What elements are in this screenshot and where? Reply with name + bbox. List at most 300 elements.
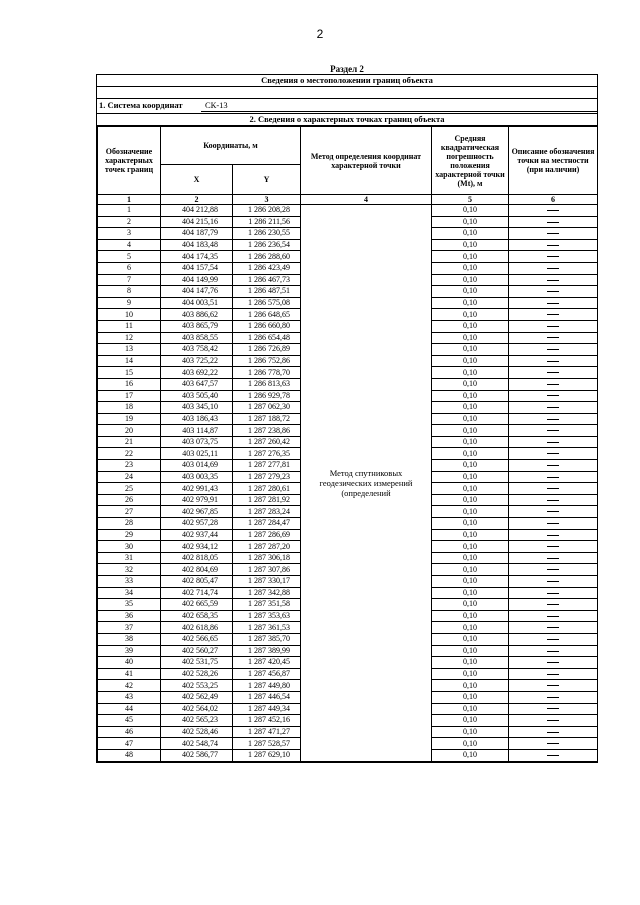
error-value: 0,10 — [432, 622, 509, 634]
point-number: 18 — [98, 402, 161, 414]
coord-y: 1 287 471,27 — [233, 726, 301, 738]
coord-y: 1 287 446,54 — [233, 691, 301, 703]
error-value: 0,10 — [432, 483, 509, 495]
dash-mark — [547, 361, 559, 362]
error-value: 0,10 — [432, 541, 509, 553]
point-number: 1 — [98, 205, 161, 217]
dash-mark — [547, 755, 559, 756]
point-number: 23 — [98, 460, 161, 472]
point-number: 16 — [98, 378, 161, 390]
error-value: 0,10 — [432, 738, 509, 750]
coord-x: 403 073,75 — [161, 436, 233, 448]
dash-mark — [547, 639, 559, 640]
point-number: 20 — [98, 425, 161, 437]
coordinate-system-block — [97, 87, 597, 114]
point-number: 44 — [98, 703, 161, 715]
coord-x: 402 528,46 — [161, 726, 233, 738]
dash-mark — [547, 477, 559, 478]
description-cell — [509, 738, 598, 750]
description-cell — [509, 205, 598, 217]
coord-y: 1 286 208,28 — [233, 205, 301, 217]
point-number: 28 — [98, 518, 161, 530]
coord-x: 402 562,49 — [161, 691, 233, 703]
error-value: 0,10 — [432, 344, 509, 356]
point-number: 43 — [98, 691, 161, 703]
coord-y: 1 286 752,86 — [233, 355, 301, 367]
error-value: 0,10 — [432, 599, 509, 611]
description-cell — [509, 506, 598, 518]
point-number: 10 — [98, 309, 161, 321]
dash-mark — [547, 222, 559, 223]
coord-x: 402 937,44 — [161, 529, 233, 541]
point-number: 26 — [98, 494, 161, 506]
description-cell — [509, 262, 598, 274]
point-number: 48 — [98, 749, 161, 761]
coord-y: 1 287 260,42 — [233, 436, 301, 448]
coord-y: 1 287 238,86 — [233, 425, 301, 437]
coord-x: 403 505,40 — [161, 390, 233, 402]
point-number: 34 — [98, 587, 161, 599]
col-error-header: Средняя квадратическая погрешность положения характерной точки (Mt), м — [432, 127, 509, 195]
coord-y: 1 286 648,65 — [233, 309, 301, 321]
coord-y: 1 287 281,92 — [233, 494, 301, 506]
error-value: 0,10 — [432, 576, 509, 588]
points-table — [97, 126, 598, 762]
point-number: 9 — [98, 297, 161, 309]
dash-mark — [547, 732, 559, 733]
dash-mark — [547, 303, 559, 304]
coord-y: 1 287 351,58 — [233, 599, 301, 611]
point-number: 32 — [98, 564, 161, 576]
coord-x: 404 212,88 — [161, 205, 233, 217]
coord-y: 1 287 062,30 — [233, 402, 301, 414]
col-x-header: X — [161, 165, 233, 195]
dash-mark — [547, 511, 559, 512]
error-value: 0,10 — [432, 332, 509, 344]
error-value: 0,10 — [432, 703, 509, 715]
coord-x: 404 174,35 — [161, 251, 233, 263]
coord-y: 1 286 778,70 — [233, 367, 301, 379]
col-number: 5 — [432, 195, 509, 205]
error-value: 0,10 — [432, 262, 509, 274]
coord-x: 404 003,51 — [161, 297, 233, 309]
point-number: 4 — [98, 239, 161, 251]
coord-y: 1 287 361,53 — [233, 622, 301, 634]
point-number: 31 — [98, 552, 161, 564]
point-number: 22 — [98, 448, 161, 460]
dash-mark — [547, 395, 559, 396]
coord-x: 402 805,47 — [161, 576, 233, 588]
dash-mark — [547, 442, 559, 443]
coord-y: 1 287 629,10 — [233, 749, 301, 761]
dash-mark — [547, 535, 559, 536]
dash-mark — [547, 604, 559, 605]
coord-y: 1 287 420,45 — [233, 657, 301, 669]
error-value: 0,10 — [432, 494, 509, 506]
point-number: 41 — [98, 668, 161, 680]
coord-x: 402 528,26 — [161, 668, 233, 680]
header-title: Сведения о местоположении границ объекта — [97, 75, 597, 87]
coord-y: 1 287 279,23 — [233, 471, 301, 483]
dash-mark — [547, 674, 559, 675]
coord-x: 402 618,86 — [161, 622, 233, 634]
coord-x: 403 003,35 — [161, 471, 233, 483]
description-cell — [509, 251, 598, 263]
coord-y: 1 286 660,80 — [233, 320, 301, 332]
description-cell — [509, 622, 598, 634]
coord-y: 1 287 449,34 — [233, 703, 301, 715]
dash-mark — [547, 708, 559, 709]
error-value: 0,10 — [432, 390, 509, 402]
error-value: 0,10 — [432, 529, 509, 541]
dash-mark — [547, 280, 559, 281]
dash-mark — [547, 256, 559, 257]
point-number: 5 — [98, 251, 161, 263]
coord-y: 1 286 929,78 — [233, 390, 301, 402]
description-cell — [509, 610, 598, 622]
coord-y: 1 287 528,57 — [233, 738, 301, 750]
coord-x: 402 979,91 — [161, 494, 233, 506]
col-number: 2 — [161, 195, 233, 205]
point-number: 15 — [98, 367, 161, 379]
point-number: 36 — [98, 610, 161, 622]
error-value: 0,10 — [432, 355, 509, 367]
coord-y: 1 286 288,60 — [233, 251, 301, 263]
error-value: 0,10 — [432, 564, 509, 576]
point-number: 40 — [98, 657, 161, 669]
description-cell — [509, 448, 598, 460]
col-coords-header: Координаты, м — [161, 127, 301, 165]
coord-x: 402 564,02 — [161, 703, 233, 715]
section-title: Раздел 2 — [330, 64, 364, 74]
coord-x: 404 157,54 — [161, 262, 233, 274]
point-number: 42 — [98, 680, 161, 692]
description-cell — [509, 587, 598, 599]
coord-y: 1 287 306,18 — [233, 552, 301, 564]
error-value: 0,10 — [432, 518, 509, 530]
coord-y: 1 286 813,63 — [233, 378, 301, 390]
error-value: 0,10 — [432, 297, 509, 309]
description-cell — [509, 390, 598, 402]
error-value: 0,10 — [432, 448, 509, 460]
dash-mark — [547, 453, 559, 454]
description-cell — [509, 599, 598, 611]
point-number: 7 — [98, 274, 161, 286]
error-value: 0,10 — [432, 251, 509, 263]
error-value: 0,10 — [432, 460, 509, 472]
error-value: 0,10 — [432, 552, 509, 564]
error-value: 0,10 — [432, 309, 509, 321]
coord-y: 1 287 449,80 — [233, 680, 301, 692]
dash-mark — [547, 314, 559, 315]
coord-x: 403 647,57 — [161, 378, 233, 390]
description-cell — [509, 239, 598, 251]
point-number: 35 — [98, 599, 161, 611]
error-value: 0,10 — [432, 471, 509, 483]
coord-x: 403 114,87 — [161, 425, 233, 437]
point-number: 12 — [98, 332, 161, 344]
dash-mark — [547, 326, 559, 327]
coord-y: 1 287 284,47 — [233, 518, 301, 530]
coordinate-system-label: 1. Система координат — [99, 100, 183, 110]
coord-x: 402 818,05 — [161, 552, 233, 564]
description-cell — [509, 494, 598, 506]
dash-mark — [547, 569, 559, 570]
coord-x: 402 565,23 — [161, 715, 233, 727]
dash-mark — [547, 430, 559, 431]
coord-x: 402 566,65 — [161, 633, 233, 645]
dash-mark — [547, 500, 559, 501]
coord-x: 404 183,48 — [161, 239, 233, 251]
error-value: 0,10 — [432, 587, 509, 599]
error-value: 0,10 — [432, 320, 509, 332]
col-method-header: Метод определения координат характерной точки — [301, 127, 432, 195]
description-cell — [509, 320, 598, 332]
point-number: 11 — [98, 320, 161, 332]
coord-y: 1 287 280,61 — [233, 483, 301, 495]
point-number: 25 — [98, 483, 161, 495]
coord-x: 404 147,76 — [161, 286, 233, 298]
description-cell — [509, 425, 598, 437]
point-number: 38 — [98, 633, 161, 645]
coord-x: 402 548,74 — [161, 738, 233, 750]
dash-mark — [547, 372, 559, 373]
coord-x: 402 560,27 — [161, 645, 233, 657]
point-number: 39 — [98, 645, 161, 657]
coord-y: 1 287 307,86 — [233, 564, 301, 576]
error-value: 0,10 — [432, 680, 509, 692]
coord-x: 403 014,69 — [161, 460, 233, 472]
dash-mark — [547, 685, 559, 686]
dash-mark — [547, 697, 559, 698]
description-cell — [509, 680, 598, 692]
coord-x: 403 865,79 — [161, 320, 233, 332]
dash-mark — [547, 268, 559, 269]
description-cell — [509, 691, 598, 703]
coord-x: 402 553,25 — [161, 680, 233, 692]
document-frame — [96, 74, 598, 763]
dash-mark — [547, 581, 559, 582]
point-number: 24 — [98, 471, 161, 483]
description-cell — [509, 332, 598, 344]
dash-mark — [547, 384, 559, 385]
divider — [201, 111, 597, 112]
error-value: 0,10 — [432, 715, 509, 727]
description-cell — [509, 274, 598, 286]
point-number: 14 — [98, 355, 161, 367]
coord-y: 1 287 276,35 — [233, 448, 301, 460]
description-cell — [509, 715, 598, 727]
coord-y: 1 286 487,51 — [233, 286, 301, 298]
error-value: 0,10 — [432, 378, 509, 390]
dash-mark — [547, 337, 559, 338]
description-cell — [509, 402, 598, 414]
error-value: 0,10 — [432, 506, 509, 518]
point-number: 27 — [98, 506, 161, 518]
coord-y: 1 287 342,88 — [233, 587, 301, 599]
description-cell — [509, 483, 598, 495]
error-value: 0,10 — [432, 239, 509, 251]
point-number: 46 — [98, 726, 161, 738]
coord-x: 403 886,62 — [161, 309, 233, 321]
coord-x: 402 957,28 — [161, 518, 233, 530]
description-cell — [509, 378, 598, 390]
description-cell — [509, 726, 598, 738]
error-value: 0,10 — [432, 657, 509, 669]
coord-x: 402 658,35 — [161, 610, 233, 622]
point-number: 47 — [98, 738, 161, 750]
coord-y: 1 287 286,69 — [233, 529, 301, 541]
description-cell — [509, 286, 598, 298]
col-number: 4 — [301, 195, 432, 205]
error-value: 0,10 — [432, 645, 509, 657]
description-cell — [509, 529, 598, 541]
point-number: 33 — [98, 576, 161, 588]
description-cell — [509, 297, 598, 309]
point-number: 8 — [98, 286, 161, 298]
dash-mark — [547, 291, 559, 292]
coord-x: 403 345,10 — [161, 402, 233, 414]
coord-x: 403 725,22 — [161, 355, 233, 367]
dash-mark — [547, 245, 559, 246]
description-cell — [509, 633, 598, 645]
coord-x: 403 692,22 — [161, 367, 233, 379]
col-number: 3 — [233, 195, 301, 205]
method-cell: Метод спутниковых геодезических измерений (определений — [301, 205, 432, 762]
coord-y: 1 287 283,24 — [233, 506, 301, 518]
coord-x: 402 714,74 — [161, 587, 233, 599]
dash-mark — [547, 651, 559, 652]
coord-x: 403 758,42 — [161, 344, 233, 356]
coord-x: 404 149,99 — [161, 274, 233, 286]
coord-x: 404 215,16 — [161, 216, 233, 228]
error-value: 0,10 — [432, 402, 509, 414]
col-y-header: Y — [233, 165, 301, 195]
col-number: 1 — [98, 195, 161, 205]
dash-mark — [547, 593, 559, 594]
coord-x: 402 967,85 — [161, 506, 233, 518]
description-cell — [509, 309, 598, 321]
dash-mark — [547, 523, 559, 524]
dash-mark — [547, 616, 559, 617]
coord-x: 403 186,43 — [161, 413, 233, 425]
description-cell — [509, 749, 598, 761]
coord-x: 403 025,11 — [161, 448, 233, 460]
coord-y: 1 287 389,99 — [233, 645, 301, 657]
point-number: 19 — [98, 413, 161, 425]
error-value: 0,10 — [432, 228, 509, 240]
coord-y: 1 286 726,89 — [233, 344, 301, 356]
error-value: 0,10 — [432, 749, 509, 761]
description-cell — [509, 576, 598, 588]
error-value: 0,10 — [432, 425, 509, 437]
coord-x: 402 531,75 — [161, 657, 233, 669]
dash-mark — [547, 720, 559, 721]
coord-x: 404 187,79 — [161, 228, 233, 240]
description-cell — [509, 367, 598, 379]
error-value: 0,10 — [432, 274, 509, 286]
coord-y: 1 287 277,81 — [233, 460, 301, 472]
description-cell — [509, 657, 598, 669]
error-value: 0,10 — [432, 286, 509, 298]
dash-mark — [547, 349, 559, 350]
coord-x: 402 934,12 — [161, 541, 233, 553]
coord-y: 1 286 654,48 — [233, 332, 301, 344]
points-title: 2. Сведения о характерных точках границ объекта — [97, 114, 597, 126]
divider — [97, 98, 597, 99]
error-value: 0,10 — [432, 205, 509, 217]
coord-y: 1 287 353,63 — [233, 610, 301, 622]
description-cell — [509, 413, 598, 425]
coord-y: 1 287 456,87 — [233, 668, 301, 680]
description-cell — [509, 216, 598, 228]
page-number: 2 — [316, 27, 324, 41]
point-number: 21 — [98, 436, 161, 448]
error-value: 0,10 — [432, 633, 509, 645]
coord-y: 1 286 423,49 — [233, 262, 301, 274]
coord-x: 402 991,43 — [161, 483, 233, 495]
coord-y: 1 287 385,70 — [233, 633, 301, 645]
col-point-header: Обозначение характерных точек границ — [98, 127, 161, 195]
col-desc-header: Описание обозначения точки на местности (при наличии) — [509, 127, 598, 195]
dash-mark — [547, 233, 559, 234]
description-cell — [509, 344, 598, 356]
coord-y: 1 286 575,08 — [233, 297, 301, 309]
coord-x: 402 665,59 — [161, 599, 233, 611]
error-value: 0,10 — [432, 436, 509, 448]
dash-mark — [547, 558, 559, 559]
dash-mark — [547, 662, 559, 663]
point-number: 2 — [98, 216, 161, 228]
description-cell — [509, 355, 598, 367]
error-value: 0,10 — [432, 413, 509, 425]
coord-y: 1 287 287,20 — [233, 541, 301, 553]
dash-mark — [547, 743, 559, 744]
dash-mark — [547, 210, 559, 211]
coord-y: 1 286 211,56 — [233, 216, 301, 228]
point-number: 17 — [98, 390, 161, 402]
dash-mark — [547, 488, 559, 489]
error-value: 0,10 — [432, 726, 509, 738]
description-cell — [509, 552, 598, 564]
description-cell — [509, 460, 598, 472]
dash-mark — [547, 407, 559, 408]
point-number: 3 — [98, 228, 161, 240]
dash-mark — [547, 465, 559, 466]
coordinate-system-value: СК-13 — [205, 100, 228, 110]
coord-y: 1 286 230,55 — [233, 228, 301, 240]
coord-y: 1 286 236,54 — [233, 239, 301, 251]
description-cell — [509, 564, 598, 576]
description-cell — [509, 668, 598, 680]
dash-mark — [547, 627, 559, 628]
dash-mark — [547, 546, 559, 547]
description-cell — [509, 518, 598, 530]
point-number: 30 — [98, 541, 161, 553]
point-number: 29 — [98, 529, 161, 541]
error-value: 0,10 — [432, 610, 509, 622]
description-cell — [509, 471, 598, 483]
description-cell — [509, 228, 598, 240]
coord-x: 403 858,55 — [161, 332, 233, 344]
coord-y: 1 287 330,17 — [233, 576, 301, 588]
error-value: 0,10 — [432, 367, 509, 379]
point-number: 37 — [98, 622, 161, 634]
coord-x: 402 586,77 — [161, 749, 233, 761]
point-number: 45 — [98, 715, 161, 727]
point-number: 13 — [98, 344, 161, 356]
coord-x: 402 804,69 — [161, 564, 233, 576]
